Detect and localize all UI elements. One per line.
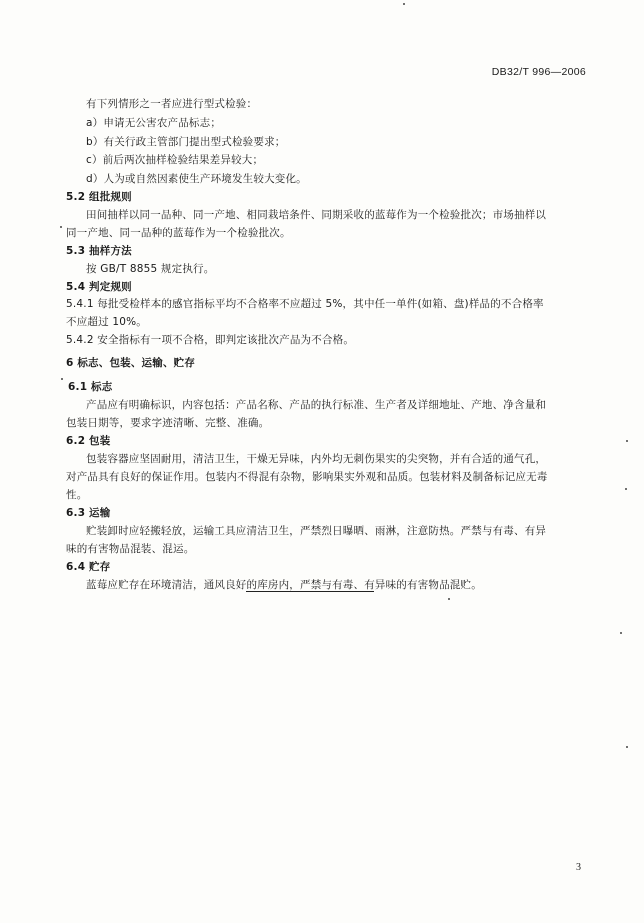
scan-speck [626, 440, 628, 442]
section-6-2-text-line1: 包装容器应坚固耐用，清洁卫生，干燥无异味，内外均无刺伤果实的尖突物，并有合适的通气孔， [86, 453, 547, 465]
section-6-1-text-line1: 产品应有明确标识，内容包括：产品名称、产品的执行标准、生产者及详细地址、产地、净含量和 [86, 399, 547, 411]
scan-speck [403, 3, 405, 5]
scan-speck [61, 378, 63, 380]
section-6-3-text-line2: 味的有害物品混装、混运。 [66, 543, 195, 555]
section-6-title: 6 标志、包装、运输、贮存 [66, 357, 196, 369]
section-6-2-text-line2: 对产品具有良好的保证作用。包装内不得混有杂物，影响果实外观和品质。包装材料及制备标记应无毒 [66, 471, 548, 483]
section-6-3-title: 6.3 运输 [66, 507, 111, 519]
page-number: 3 [576, 862, 581, 873]
section-5-4-2-text: 5.4.2 安全指标有一项不合格，即判定该批次产品为不合格。 [66, 334, 355, 346]
section-6-2-title: 6.2 包装 [66, 435, 111, 447]
end-rule [246, 591, 374, 592]
list-item-c: c）前后两次抽样检验结果差异较大； [86, 154, 264, 166]
section-5-4-1-text-line2: 不应超过 10%。 [66, 316, 147, 328]
section-5-2-text-line2: 同一产地、同一品种的蓝莓作为一个检验批次。 [66, 227, 291, 239]
section-6-4-text: 蓝莓应贮存在环境清洁，通风良好的库房内，严禁与有毒、有异味的有害物品混贮。 [86, 579, 482, 591]
scan-speck [60, 226, 62, 228]
list-item-b: b）有关行政主管部门提出型式检验要求； [86, 136, 286, 148]
intro-text: 有下列情形之一者应进行型式检验： [86, 98, 258, 110]
list-item-d: d）人为或自然因素使生产环境发生较大变化。 [86, 173, 307, 185]
scan-speck [448, 598, 450, 600]
section-5-4-1-text-line1: 5.4.1 每批受检样本的感官指标平均不合格率不应超过 5%，其中任一单件(如箱、盘)样品的不合格率 [66, 298, 544, 310]
scan-speck [620, 632, 622, 634]
section-6-1-text-line2: 包装日期等，要求字迹清晰、完整、准确。 [66, 417, 270, 429]
section-6-1-title: 6.1 标志 [68, 381, 113, 393]
scan-speck [625, 488, 627, 490]
section-6-2-text-line3: 性。 [66, 489, 88, 501]
scan-speck [626, 746, 628, 748]
section-5-3-title: 5.3 抽样方法 [66, 245, 132, 257]
section-6-3-text-line1: 贮装卸时应轻搬轻放，运输工具应清洁卫生，严禁烈日曝晒、雨淋，注意防热。严禁与有毒、有异 [86, 525, 547, 537]
section-5-4-title: 5.4 判定规则 [66, 281, 132, 293]
section-6-4-title: 6.4 贮存 [66, 561, 111, 573]
section-5-2-title: 5.2 组批规则 [66, 191, 132, 203]
list-item-a: a）申请无公害农产品标志； [86, 117, 222, 129]
section-5-3-text: 按 GB/T 8855 规定执行。 [86, 263, 215, 275]
section-5-2-text-line1: 田间抽样以同一品种、同一产地、相同栽培条件、同期采收的蓝莓作为一个检验批次；市场抽样以 [86, 209, 547, 221]
standard-code: DB32/T 996—2006 [491, 66, 586, 78]
